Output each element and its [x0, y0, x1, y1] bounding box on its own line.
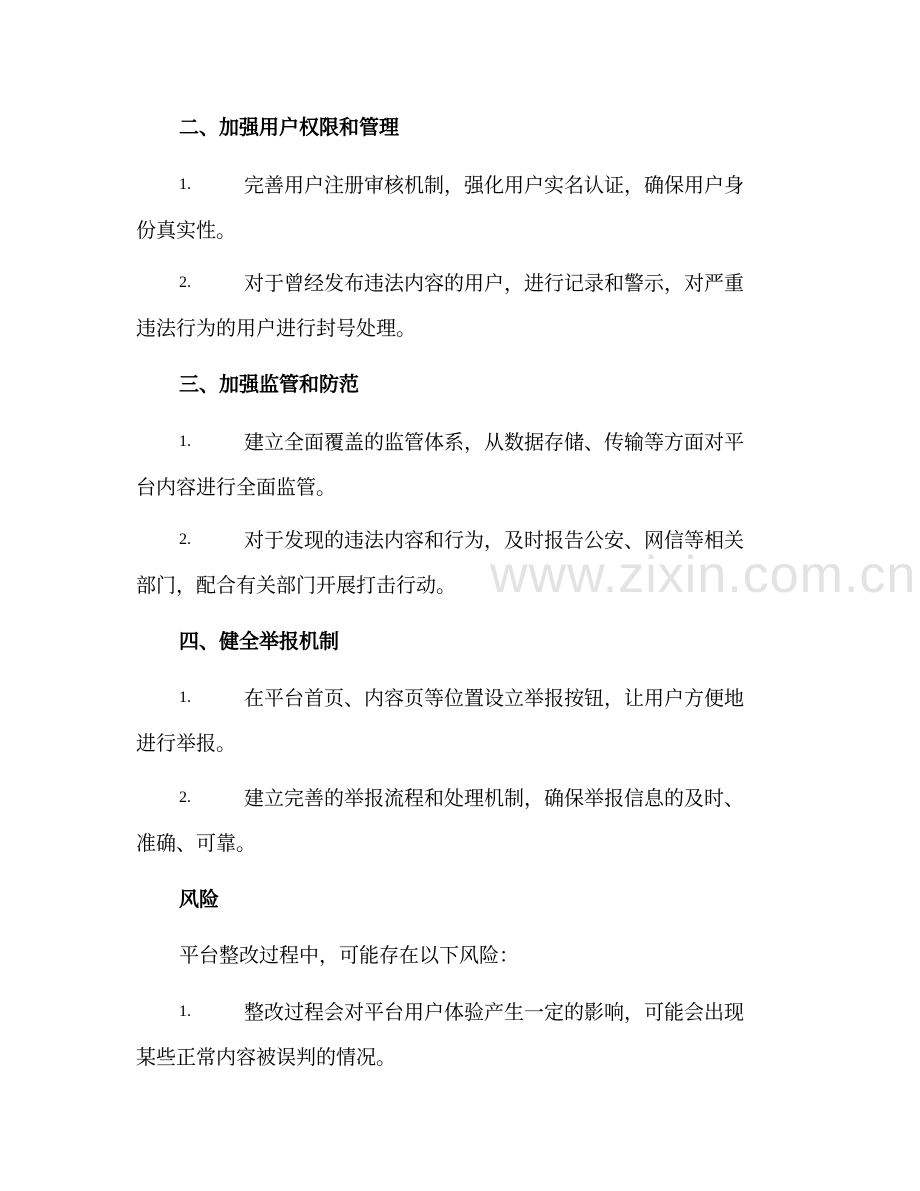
section-heading-3: 三、加强监管和防范	[179, 372, 359, 396]
list-item-text-line1: 在平台首页、内容页等位置设立举报按钮，让用户方便地	[244, 686, 744, 710]
list-item	[136, 269, 776, 342]
list-item	[136, 171, 776, 244]
list-item-text-line1: 建立完善的举报流程和处理机制，确保举报信息的及时、	[244, 786, 744, 810]
risk-heading: 风险	[179, 887, 219, 911]
list-item	[136, 526, 776, 599]
list-item-number: 1.	[179, 433, 191, 450]
list-item-text-line2: 进行举报。	[136, 731, 236, 755]
list-item	[136, 684, 776, 757]
list-item-text-line2: 份真实性。	[136, 218, 236, 242]
list-item	[136, 428, 776, 501]
section-heading-2: 二、加强用户权限和管理	[179, 115, 399, 139]
list-item-text-line1: 完善用户注册审核机制，强化用户实名认证，确保用户身	[244, 173, 744, 197]
list-item-text-line2: 某些正常内容被误判的情况。	[136, 1045, 396, 1069]
list-item-number: 1.	[179, 689, 191, 706]
list-item-text-line1: 对于发现的违法内容和行为，及时报告公安、网信等相关	[244, 528, 744, 552]
section-heading-4: 四、健全举报机制	[179, 629, 339, 653]
list-item-number: 2.	[179, 531, 191, 548]
list-item-text-line1: 对于曾经发布违法内容的用户，进行记录和警示，对严重	[244, 271, 744, 295]
list-item-text-line1: 建立全面覆盖的监管体系，从数据存储、传输等方面对平	[244, 430, 744, 454]
list-item-text-line2: 准确、可靠。	[136, 831, 256, 855]
list-item	[136, 998, 776, 1071]
list-item-text-line2: 台内容进行全面监管。	[136, 475, 336, 499]
list-item-number: 2.	[179, 274, 191, 291]
list-item-number: 2.	[179, 789, 191, 806]
list-item-text-line2: 部门，配合有关部门开展打击行动。	[136, 573, 456, 597]
risk-intro: 平台整改过程中，可能存在以下风险：	[179, 943, 519, 967]
watermark: www.zixin.com.cn	[490, 546, 917, 604]
list-item-number: 1.	[179, 176, 191, 193]
list-item-number: 1.	[179, 1003, 191, 1020]
list-item-text-line2: 违法行为的用户进行封号处理。	[136, 316, 416, 340]
list-item-text-line1: 整改过程会对平台用户体验产生一定的影响，可能会出现	[244, 1000, 744, 1024]
list-item	[136, 784, 776, 857]
